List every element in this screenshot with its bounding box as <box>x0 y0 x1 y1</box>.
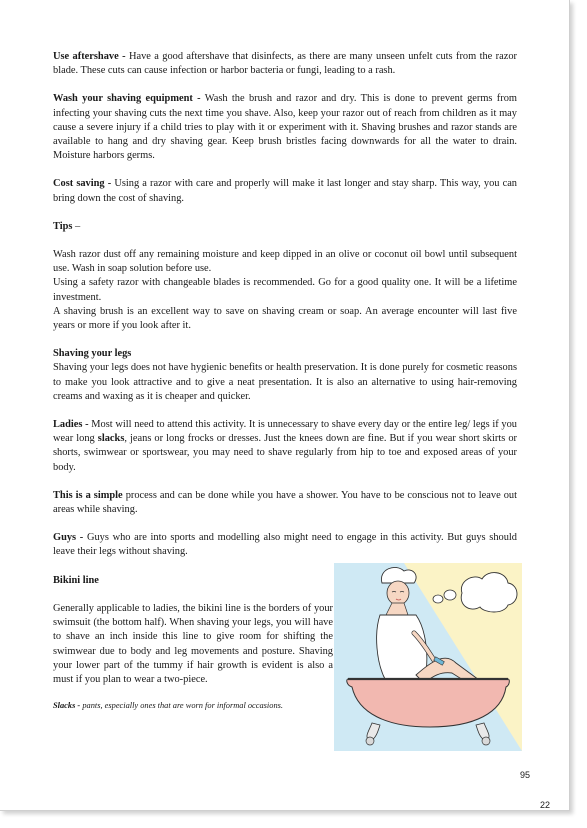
ladies-text-before: Most will need to attend this activity. It is unnecessary to shave every day or the entire leg/ legs if you wear long <box>53 419 517 445</box>
cost-paragraph <box>53 177 517 205</box>
bikini-text: Generally applicable to ladies, the bikini line is the borders of your swimsuit (the bottom half). When shaving your legs, you will have to shave an inch inside this line to give room for shifting the swimwear due to body and leg movements and posture. Shaving your lower part of the tummy if hair growth is evident is also a must if you plan to wear a two-piece. <box>53 602 333 685</box>
guys-paragraph <box>53 531 517 559</box>
legs-section <box>53 347 517 404</box>
footnote-definition: pants, especially ones that are worn for informal occasions. <box>80 701 283 711</box>
document-page-number: 22 <box>540 800 551 810</box>
wash-paragraph <box>53 92 517 163</box>
simple-heading: This is a simple <box>53 489 123 501</box>
simple-paragraph <box>53 489 517 517</box>
legs-text: Shaving your legs does not have hygienic benefits or health preservation. It is done purely for cosmetic reasons to make you look attractive and to give a neat presentation. It is also an alternative to using hair-removing creams and waxing as it is cheaper and quicker. <box>53 362 517 402</box>
tips-dash: – <box>72 220 81 232</box>
wash-text: Wash the brush and razor and dry. This is done to prevent germs from infecting your shaving cuts the next time you shave. Also, keep your razor out of reach from children as it may cause a severe injury if a child tries to play with it or experiment with it. Shaving brushes and razor stands are available to hang and dry shaving gear. Keep brush bristles facing downwards for all the water to drain. Moisture harbors germs. <box>53 93 517 162</box>
tip-item: Using a safety razor with changeable blades is recommended. Go for a good quality one. It will be a lifetime investment. <box>53 277 517 303</box>
ladies-text-after: , jeans or long frocks or dresses. Just the knees down are fine. But if you wear short skirts or shorts, swimwear or sportswear, you may need to shave regularly from hip to toe and exposed areas of your body. <box>53 433 518 473</box>
ladies-heading: Ladies - <box>53 419 89 431</box>
tip-item: Wash razor dust off any remaining moisture and keep dipped in an olive or coconut oil bowl until subsequent use. Wash in soap solution before use. <box>53 249 517 275</box>
tips-heading-line <box>53 220 517 234</box>
wash-heading: Wash your shaving equipment - <box>53 93 201 105</box>
footnote <box>53 699 333 713</box>
aftershave-paragraph <box>53 50 517 78</box>
cost-heading: Cost saving - <box>53 178 112 190</box>
woman-shaving-legs-in-bathtub-illustration <box>334 563 522 751</box>
aftershave-heading: Use aftershave - <box>53 51 126 62</box>
bikini-section <box>53 574 333 714</box>
tips-list <box>53 248 517 333</box>
guys-text: Guys who are into sports and modelling also might need to engage in this activity. But guys should leave their legs without shaving. <box>53 532 517 558</box>
footnote-term: Slacks - <box>53 701 81 711</box>
slacks-term: slacks <box>97 433 125 445</box>
simple-text: process and can be done while you have a shower. You have to be conscious not to leave out areas while shaving. <box>53 489 517 516</box>
tip-item: A shaving brush is an excellent way to save on shaving cream or soap. An average encounter will last five years or more if you look after it. <box>53 305 517 332</box>
cost-text: Using a razor with care and properly will make it last longer and stay sharp. This way, you can bring down the cost of shaving. <box>53 178 517 204</box>
book-page-number: 95 <box>520 770 531 780</box>
guys-heading: Guys - <box>53 532 84 544</box>
tips-heading: Tips <box>53 220 73 232</box>
bikini-heading: Bikini line <box>53 574 99 586</box>
ladies-paragraph <box>53 418 517 475</box>
aftershave-text: Have a good aftershave that disinfects, as there are many unseen unfelt cuts from the razor blade. These cuts can cause infection or harbor bacteria or fungi, leading to a rash. <box>53 51 517 77</box>
legs-heading: Shaving your legs <box>53 348 132 360</box>
